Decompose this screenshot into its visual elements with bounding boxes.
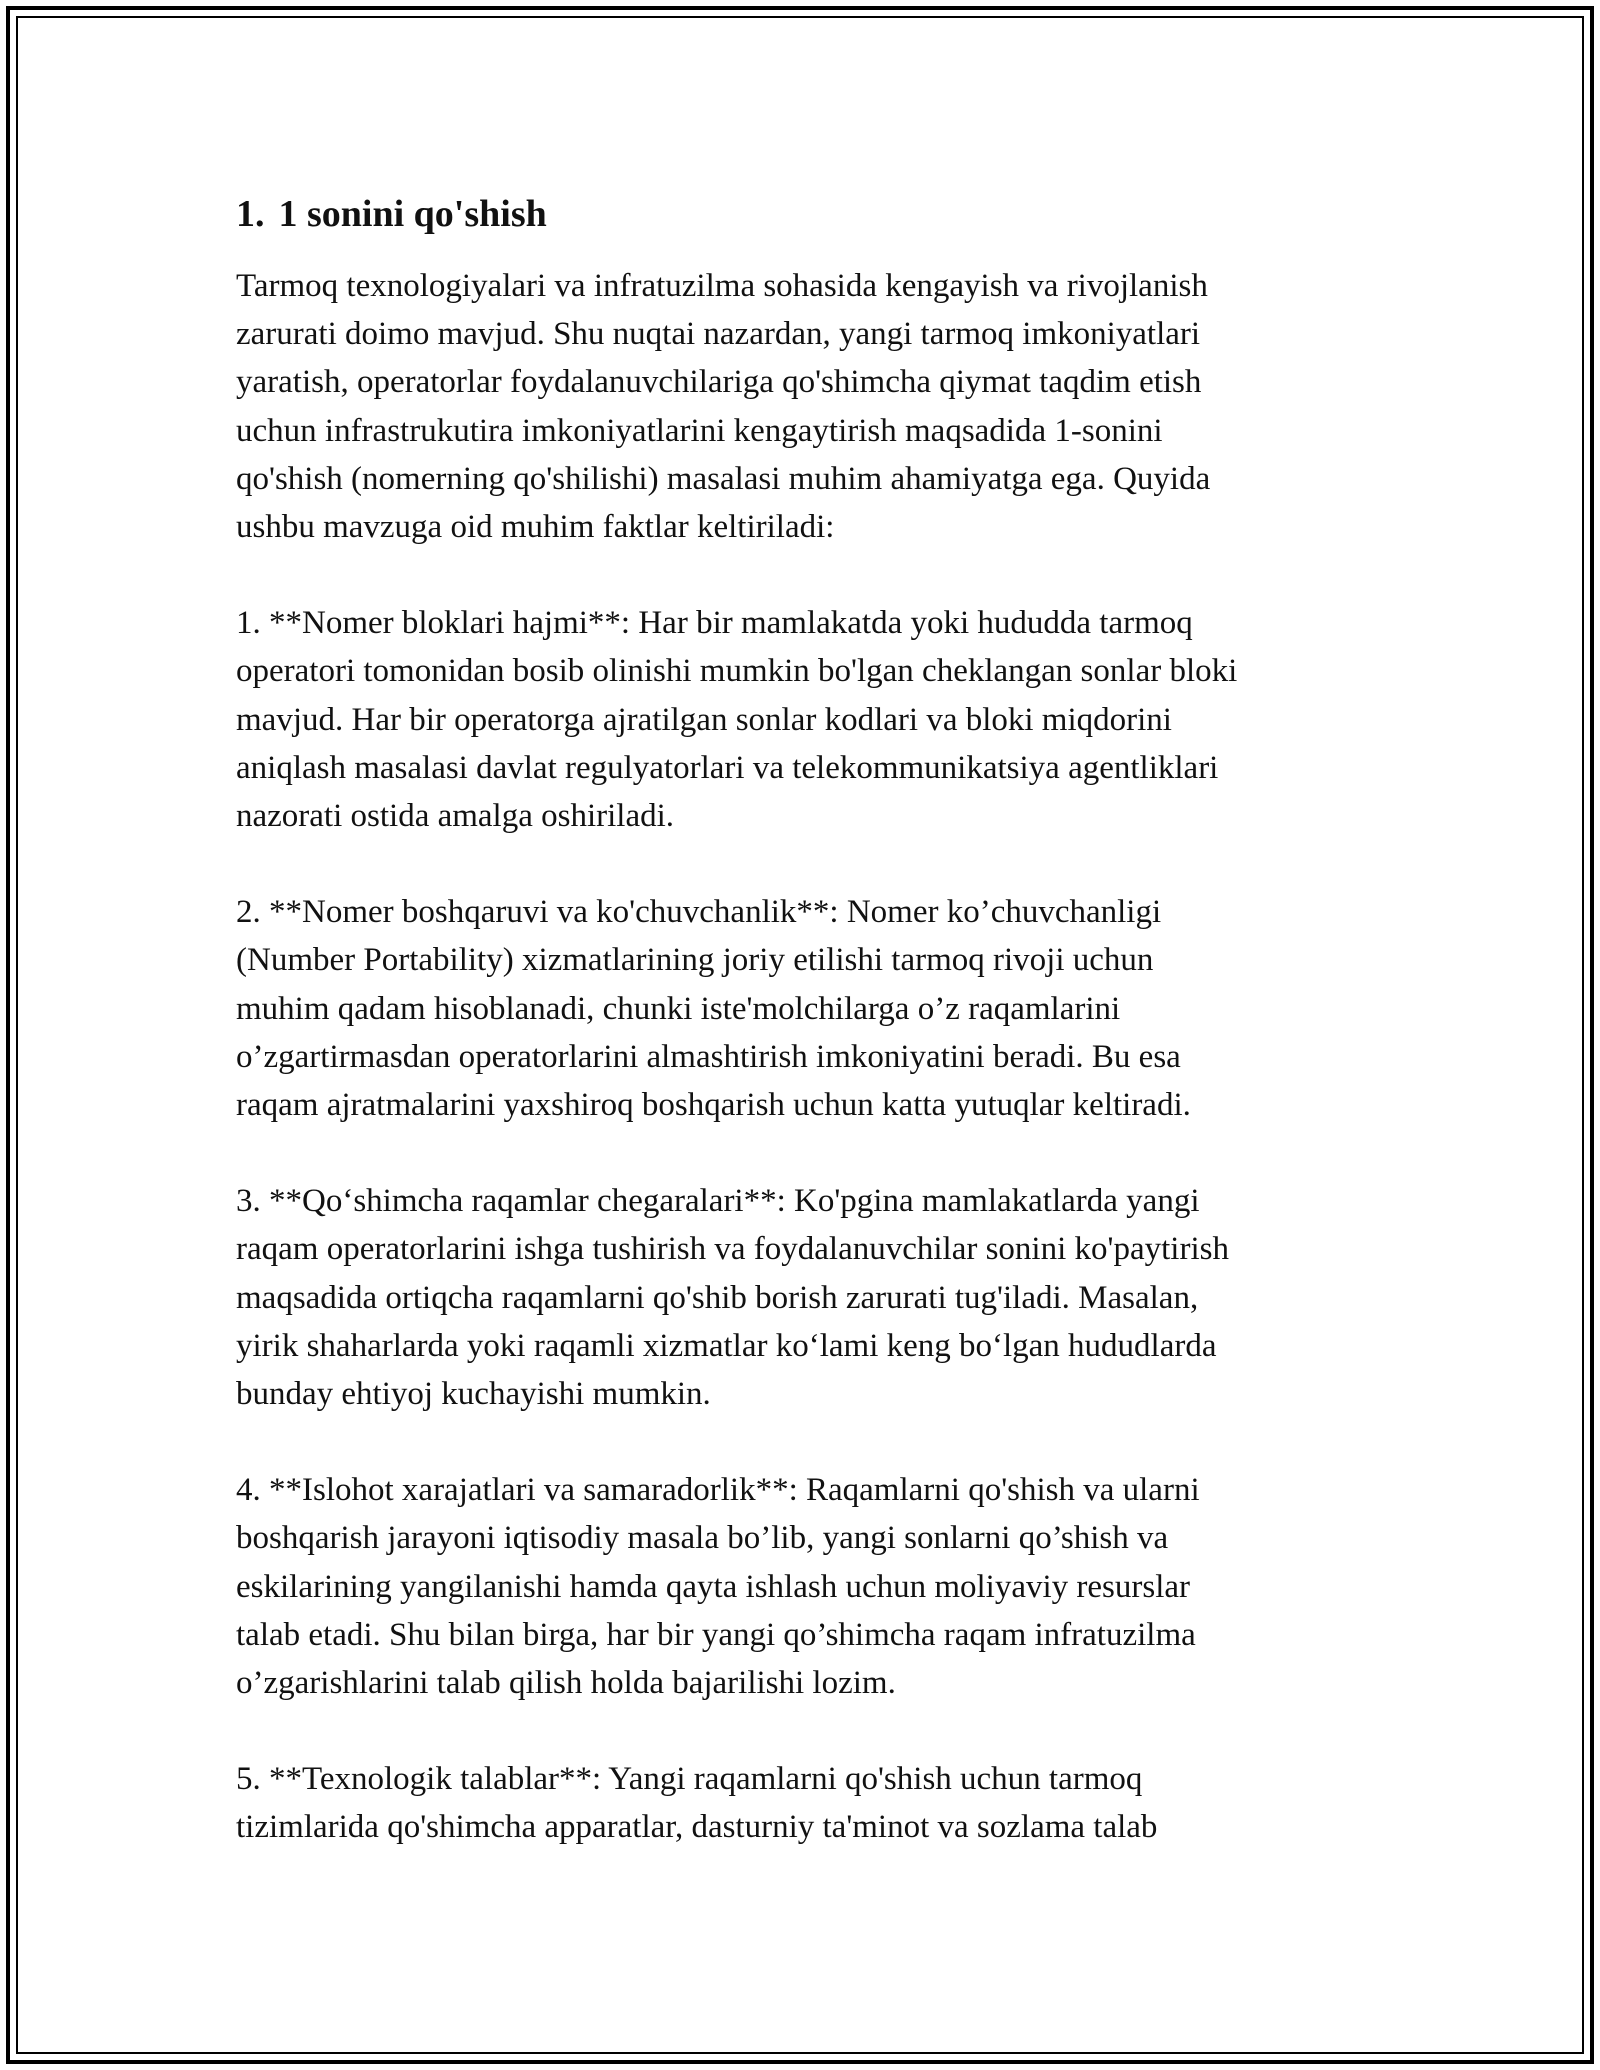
- text-line: eskilarining yangilanishi hamda qayta ishlash uchun moliyaviy resurslar: [236, 1568, 1191, 1605]
- text-line: zarurati doimo mavjud. Shu nuqtai nazardan, yangi tarmoq imkoniyatlari: [236, 316, 1201, 353]
- section-title: 1 sonini qo'shish: [278, 193, 547, 235]
- text-line: maqsadida ortiqcha raqamlarni qo'shib borish zarurati tug'iladi. Masalan,: [236, 1279, 1199, 1316]
- list-item-paragraph: [236, 1755, 1376, 1851]
- text-line: yaratish, operatorlar foydalanuvchilariga qo'shimcha qiymat taqdim etish: [236, 364, 1202, 401]
- paragraph-spacer: [236, 840, 1376, 888]
- paragraph-spacer: [236, 1129, 1376, 1177]
- text-line: muhim qadam hisoblanadi, chunki iste'molchilarga o’z raqamlarini: [236, 990, 1121, 1027]
- text-line: raqam ajratmalarini yaxshiroq boshqarish uchun katta yutuqlar keltiradi.: [236, 1087, 1191, 1124]
- text-line: bunday ehtiyoj kuchayishi mumkin.: [236, 1376, 711, 1413]
- text-line: talab etadi. Shu bilan birga, har bir yangi qo’shimcha raqam infratuzilma: [236, 1616, 1196, 1653]
- intro-paragraph: [236, 262, 1376, 551]
- paragraph-list: [236, 262, 1376, 1852]
- text-line: raqam operatorlarini ishga tushirish va foydalanuvchilar sonini ko'paytirish: [236, 1231, 1229, 1268]
- list-item-paragraph: [236, 888, 1376, 1129]
- text-line: nazorati ostida amalga oshiriladi.: [236, 798, 675, 835]
- list-item-paragraph: [236, 1466, 1376, 1707]
- text-line: 5. **Texnologik talablar**: Yangi raqamlarni qo'shish uchun tarmoq: [236, 1761, 1143, 1798]
- paragraph-spacer: [236, 551, 1376, 599]
- text-line: Tarmoq texnologiyalari va infratuzilma sohasida kengayish va rivojlanish: [236, 268, 1208, 304]
- text-line: aniqlash masalasi davlat regulyatorlari va telekommunikatsiya agentliklari: [236, 749, 1219, 786]
- section-number: 1.: [236, 193, 265, 235]
- text-line: operatori tomonidan bosib olinishi mumkin bo'lgan cheklangan sonlar bloki: [236, 653, 1238, 690]
- list-item-paragraph: [236, 599, 1376, 840]
- text-line: (Number Portability) xizmatlarining joriy etilishi tarmoq rivoji uchun: [236, 942, 1154, 979]
- text-line: 1. **Nomer bloklari hajmi**: Har bir mamlakatda yoki hududda tarmoq: [236, 605, 1193, 642]
- section-heading: [236, 188, 1376, 240]
- paragraph-spacer: [236, 1707, 1376, 1755]
- text-line: o’zgartirmasdan operatorlarini almashtirish imkoniyatini beradi. Bu esa: [236, 1038, 1181, 1075]
- text-line: 4. **Islohot xarajatlari va samaradorlik**: Raqamlarni qo'shish va ularni: [236, 1472, 1200, 1509]
- text-line: uchun infrastrukutira imkoniyatlarini kengaytirish maqsadida 1-sonini: [236, 412, 1163, 449]
- text-line: yirik shaharlarda yoki raqamli xizmatlar ko‘lami keng bo‘lgan hududlarda: [236, 1327, 1217, 1364]
- list-item-paragraph: [236, 1177, 1376, 1418]
- text-line: 3. **Qo‘shimcha raqamlar chegaralari**: Ko'pgina mamlakatlarda yangi: [236, 1183, 1200, 1220]
- document-body: [236, 188, 1376, 1852]
- text-line: boshqarish jarayoni iqtisodiy masala bo’lib, yangi sonlarni qo’shish va: [236, 1520, 1169, 1557]
- text-line: tizimlarida qo'shimcha apparatlar, dasturniy ta'minot va sozlama talab: [236, 1809, 1158, 1846]
- paragraph-spacer: [236, 1418, 1376, 1466]
- text-line: qo'shish (nomerning qo'shilishi) masalasi muhim ahamiyatga ega. Quyida: [236, 460, 1211, 497]
- text-line: o’zgarishlarini talab qilish holda bajarilishi lozim.: [236, 1665, 896, 1702]
- text-line: ushbu mavzuga oid muhim faktlar keltiriladi:: [236, 509, 835, 546]
- text-line: mavjud. Har bir operatorga ajratilgan sonlar kodlari va bloki miqdorini: [236, 701, 1172, 738]
- text-line: 2. **Nomer boshqaruvi va ko'chuvchanlik**: Nomer ko’chuvchanligi: [236, 894, 1162, 931]
